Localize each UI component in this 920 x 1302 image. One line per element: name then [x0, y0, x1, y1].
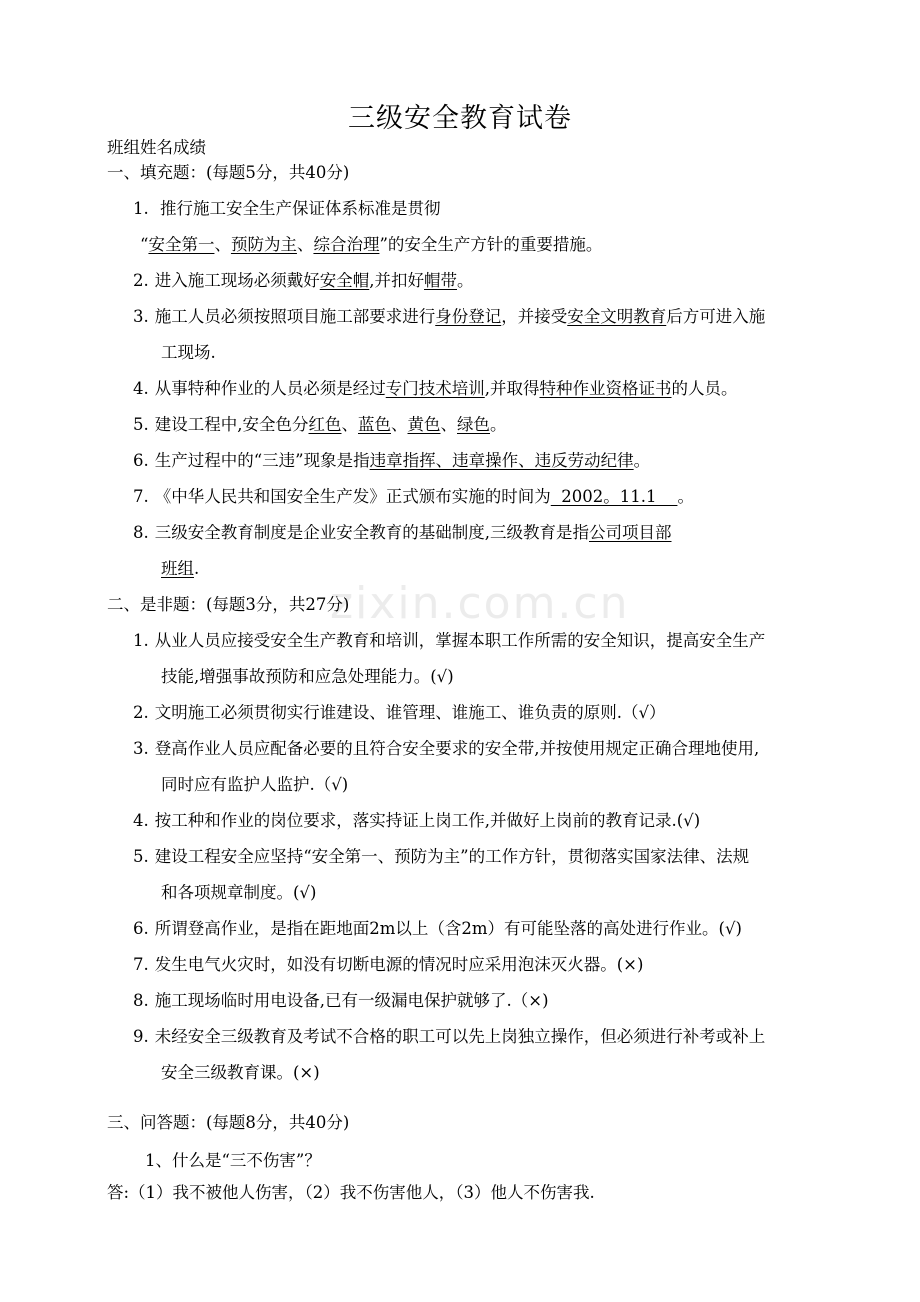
question-text: 施工人员必须按照项目施工部要求进行 — [154, 307, 436, 326]
answer-blank: 违章指挥、违章操作、违反劳动纪律 — [369, 451, 634, 470]
question-text: 。 — [677, 487, 694, 506]
separator: 、 — [440, 415, 457, 434]
s3-q1: 1、什么是“三不伤害”？ — [145, 1151, 321, 1170]
s2-q7 — [133, 954, 643, 976]
answer-blank: 帽带 — [424, 271, 457, 290]
question-text: 登高作业人员应配备必要的且符合安全要求的安全带,并按使用规定正确合理地使用, — [154, 739, 760, 758]
s2-q4 — [133, 810, 700, 832]
section3-heading: 三、问答题：(每题8分，共40分) — [107, 1113, 350, 1132]
answer-blank: 绿色 — [457, 415, 490, 434]
s2-q3 — [133, 738, 759, 760]
answer-blank: 公司项目部 — [589, 523, 672, 542]
s1-q5 — [133, 414, 507, 436]
watermark: zixin.com.cn — [330, 578, 630, 629]
section2-heading: 二、是非题：(每题3分，共27分) — [107, 595, 350, 614]
question-text: 生产过程中的“三违”现象是指 — [154, 451, 370, 470]
question-number: 8. — [133, 991, 149, 1010]
question-text: 《中华人民共和国安全生产发》正式颁布实施的时间为 — [154, 487, 551, 506]
separator: 、 — [391, 415, 408, 434]
question-text: 施工现场临时用电设备,已有一级漏电保护就够了.（×) — [154, 991, 549, 1010]
s1-q3-cont: 工现场. — [161, 343, 216, 362]
question-text: ,并取得 — [484, 379, 540, 398]
question-text: 从事特种作业的人员必须是经过 — [154, 379, 386, 398]
header-line: 班组姓名成绩 — [107, 138, 206, 157]
question-text: ，并接受 — [501, 307, 568, 326]
s1-q8 — [133, 522, 672, 544]
answer-blank: 安全第一 — [148, 235, 215, 254]
s1-q2 — [133, 270, 474, 292]
answer-blank: 安全文明教育 — [567, 307, 667, 326]
question-text: 进入施工现场必须戴好 — [154, 271, 320, 290]
answer-blank: 特种作业资格证书 — [539, 379, 672, 398]
question-number: 3. — [133, 739, 149, 758]
s1-q1-cont — [140, 234, 602, 256]
question-text: 。 — [490, 415, 507, 434]
question-number: 5. — [133, 847, 149, 866]
s2-q1 — [133, 630, 765, 652]
question-number: 2. — [133, 703, 149, 722]
quote-open: “ — [140, 235, 149, 254]
question-text: 从业人员应接受安全生产教育和培训，掌握本职工作所需的安全知识，提高安全生产 — [154, 631, 766, 650]
separator: 、 — [296, 235, 314, 254]
question-number: 1. — [133, 631, 149, 650]
separator: 、 — [341, 415, 358, 434]
answer-blank: 蓝色 — [358, 415, 391, 434]
question-text: 建设工程安全应坚持“安全第一、预防为主”的工作方针，贯彻落实国家法律、法规 — [154, 847, 750, 866]
question-number: 1. — [133, 199, 149, 218]
s1-q3 — [133, 306, 765, 328]
answer-blank: 专门技术培训 — [385, 379, 485, 398]
question-number: 7. — [133, 487, 149, 506]
page-title: 三级安全教育试卷 — [348, 103, 572, 134]
answer-blank: 红色 — [308, 415, 342, 434]
s1-q8-cont — [161, 558, 199, 580]
answer-blank: 2002。11.1 — [550, 487, 678, 506]
answer-blank: 身份登记 — [435, 307, 502, 326]
s2-q2 — [133, 702, 666, 724]
s2-q1-cont: 技能,增强事故预防和应急处理能力。(√) — [161, 667, 454, 686]
s2-q5 — [133, 846, 749, 868]
question-number: 4. — [133, 379, 149, 398]
question-text: 三级安全教育制度是企业安全教育的基础制度,三级教育是指 — [154, 523, 589, 542]
question-text: 后方可进入施 — [666, 307, 766, 326]
answer-blank: 班组 — [161, 559, 194, 578]
question-text: 。 — [633, 451, 651, 470]
s2-q5-cont: 和各项规章制度。(√) — [161, 883, 317, 902]
question-text: 发生电气火灾时，如没有切断电源的情况时应采用泡沫灭火器。(×) — [154, 955, 644, 974]
question-text: ”的安全生产方针的重要措施。 — [379, 235, 603, 254]
answer-blank: 安全帽 — [319, 271, 370, 290]
question-number: 5. — [133, 415, 149, 434]
answer-blank: 综合治理 — [313, 235, 380, 254]
separator: 、 — [214, 235, 231, 254]
s1-q6 — [133, 450, 650, 472]
question-number: 9. — [133, 1027, 149, 1046]
question-text: . — [194, 559, 200, 578]
s2-q3-cont: 同时应有监护人监护.（√) — [161, 775, 349, 794]
answer-blank: 预防为主 — [230, 235, 297, 254]
question-text: 未经安全三级教育及考试不合格的职工可以先上岗独立操作，但必须进行补考或补上 — [154, 1027, 766, 1046]
s2-q8 — [133, 990, 549, 1012]
question-text: 文明施工必须贯彻实行谁建设、谁管理、谁施工、谁负责的原则.（√） — [154, 703, 666, 722]
question-text: ,并扣好 — [369, 271, 424, 290]
question-text: 所谓登高作业，是指在距地面2m以上（含2m）有可能坠落的高处进行作业。(√) — [154, 919, 742, 938]
s2-q9 — [133, 1026, 765, 1048]
question-number: 4. — [133, 811, 149, 830]
question-text: 按工种和作业的岗位要求，落实持证上岗工作,并做好上岗前的教育记录.(√) — [154, 811, 701, 830]
question-text: 。 — [457, 271, 474, 290]
question-text: 的人员。 — [671, 379, 738, 398]
question-number: 3. — [133, 307, 149, 326]
question-number: 6. — [133, 919, 149, 938]
question-number: 6. — [133, 451, 149, 470]
question-number: 2. — [133, 271, 149, 290]
s2-q9-cont: 安全三级教育课。(×) — [161, 1063, 320, 1082]
answer-blank: 黄色 — [407, 415, 441, 434]
question-text: 建设工程中,安全色分 — [154, 415, 309, 434]
question-text: 推行施工安全生产保证体系标准是贯彻 — [160, 199, 441, 218]
question-number: 7. — [133, 955, 149, 974]
s1-q4 — [133, 378, 738, 400]
s2-q6 — [133, 918, 742, 940]
s1-q7 — [133, 486, 694, 508]
question-number: 8. — [133, 523, 149, 542]
s3-a1: 答:（1）我不被他人伤害，（2）我不伤害他人，（3）他人不伤害我. — [107, 1183, 595, 1202]
s1-q1 — [133, 198, 441, 220]
section1-heading: 一、填充题：(每题5分，共40分) — [107, 163, 350, 182]
